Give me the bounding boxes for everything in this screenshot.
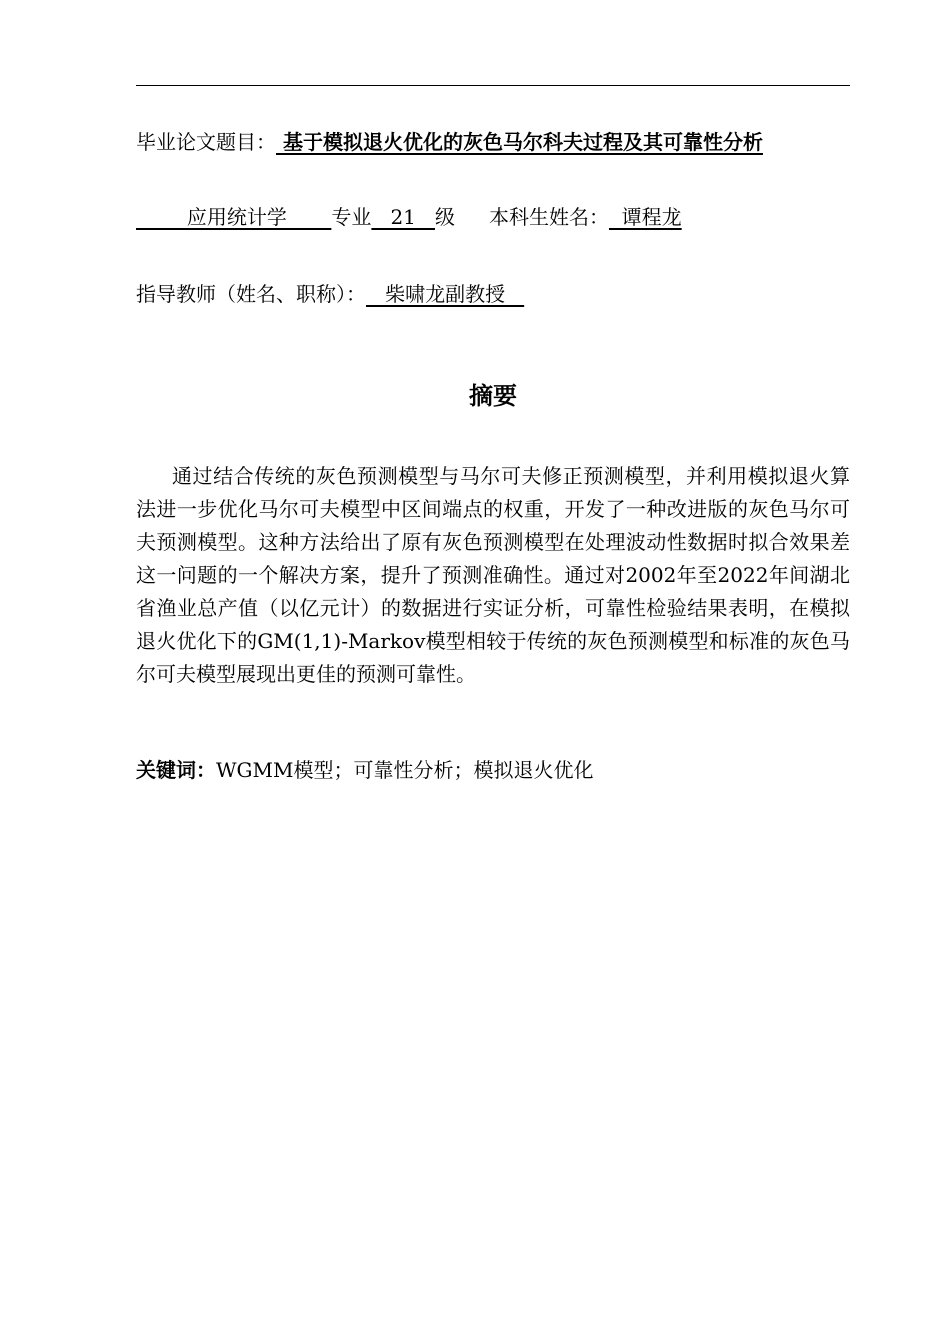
major-value: 应用统计学 [136, 205, 332, 229]
keywords-row [136, 756, 594, 784]
thesis-title-value: 基于模拟退火优化的灰色马尔科夫过程及其可靠性分析 [276, 130, 763, 154]
abstract-body: 通过结合传统的灰色预测模型与马尔可夫修正预测模型，并利用模拟退火算法进一步优化马尔可夫模型中区间端点的权重，开发了一种改进版的灰色马尔可夫预测模型。这种方法给出了原有灰色预测模型在处理波动性数据时拟合效果差这一问题的一个解决方案，提升了预测准确性。通过对2002年至2022年间湖北省渔业总产值（以亿元计）的数据进行实证分析，可靠性检验结果表明，在模拟退火优化下的GM(1,1)-Markov模型相较于传统的灰色预测模型和标准的灰色马尔可夫模型展现出更佳的预测可靠性。 [136, 464, 850, 686]
advisor-value: 柴啸龙副教授 [366, 282, 525, 306]
keywords-value: WGMM模型；可靠性分析；模拟退火优化 [216, 758, 594, 782]
student-name-label: 本科生姓名： [488, 205, 609, 229]
major-label: 专业 [331, 205, 372, 229]
thesis-title-label: 毕业论文题目： [136, 130, 276, 154]
header-rule [136, 85, 850, 86]
keywords-label: 关键词： [136, 758, 216, 782]
student-name-value: 谭程龙 [608, 205, 682, 229]
advisor-row [136, 280, 524, 308]
abstract-heading: 摘要 [469, 381, 517, 410]
major-row [136, 203, 682, 231]
grade-label: 级 [434, 205, 455, 229]
thesis-title-row [136, 128, 763, 156]
advisor-label: 指导教师（姓名、职称）： [136, 282, 366, 306]
grade-value: 21 [371, 205, 435, 229]
